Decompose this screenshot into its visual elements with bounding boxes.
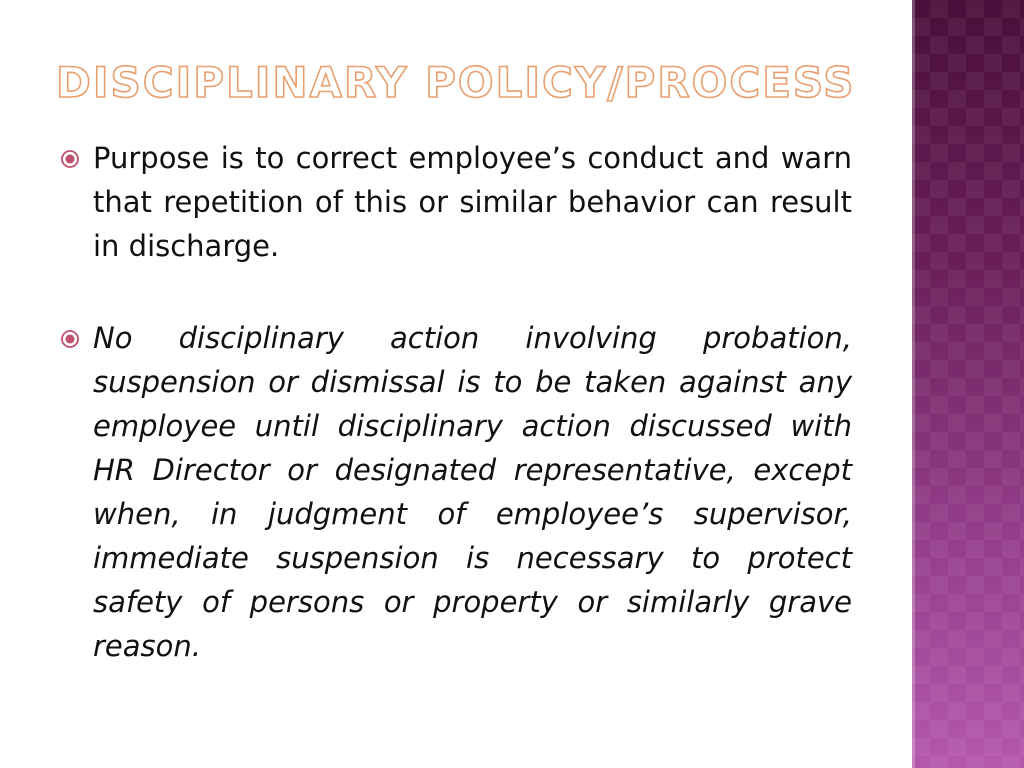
slide-title: DISCIPLINARY POLICY/PROCESS bbox=[56, 58, 856, 107]
bullet-text: No disciplinary action involving probation, suspension or dismissal is to be taken against any employee until disciplinary action discussed with HR Director or designated representative, except when, in judgment of employee’s supervisor, immediate suspension is necessary to protect safety of persons or property or similarly grave reason. bbox=[93, 321, 852, 663]
diamond-pattern bbox=[912, 0, 1024, 768]
slide-content bbox=[60, 136, 852, 668]
bullet-item bbox=[60, 316, 852, 668]
bullet-item bbox=[60, 136, 852, 268]
bullet-text: Purpose is to correct employee’s conduct and warn that repetition of this or similar behavior can result in discharge. bbox=[93, 141, 852, 263]
decorative-side-panel bbox=[912, 0, 1024, 768]
radio-bullet-icon bbox=[60, 329, 80, 349]
radio-bullet-icon bbox=[60, 149, 80, 169]
panel-edge bbox=[912, 0, 915, 768]
